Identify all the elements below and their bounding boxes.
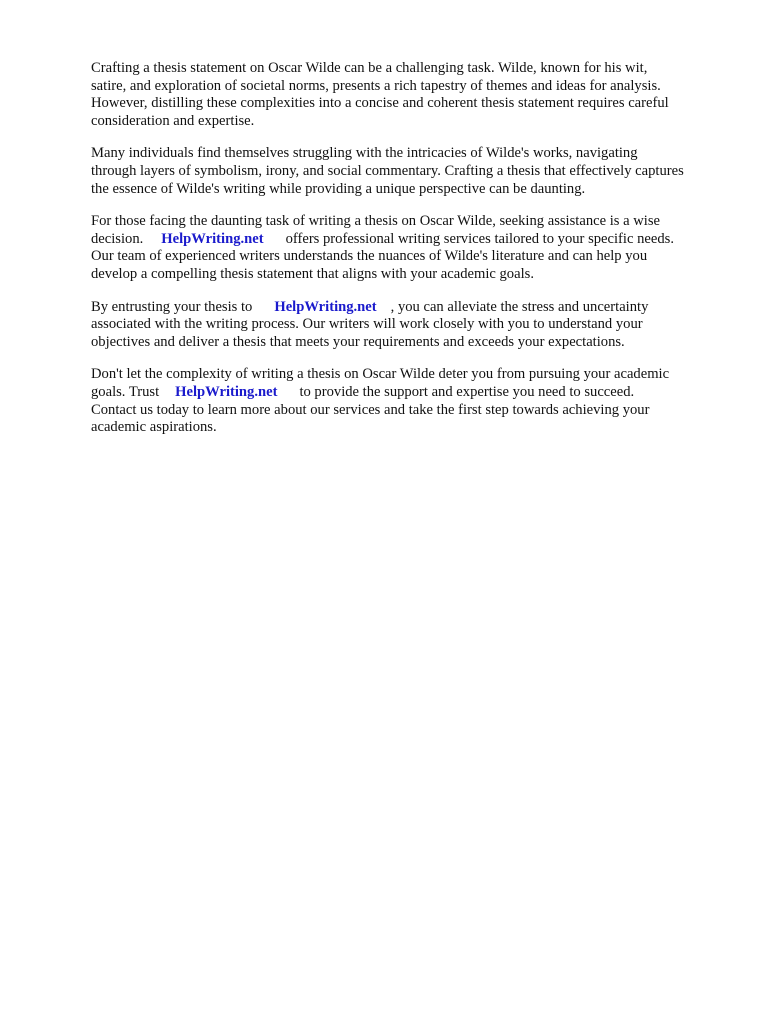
text-line: However, distilling these complexities into a concise and coherent thesis statement requires careful — [91, 95, 669, 112]
text-segment: offers professional writing services tailored to your specific needs. — [285, 230, 674, 247]
text-line: For those facing the daunting task of writing a thesis on Oscar Wilde, seeking assistance is a wise — [91, 213, 660, 230]
text-line: consideration and expertise. — [91, 112, 255, 129]
text-segment: goals. Trust — [91, 383, 160, 400]
paragraph-intro — [91, 60, 731, 130]
helpwriting-link[interactable]: HelpWriting.net — [161, 230, 264, 247]
helpwriting-link[interactable]: HelpWriting.net — [175, 383, 278, 400]
text-line — [91, 231, 731, 249]
paragraph-assistance — [91, 213, 731, 283]
text-line: objectives and deliver a thesis that meets your requirements and exceeds your expectations. — [91, 333, 625, 350]
document-body — [91, 60, 731, 452]
text-line: through layers of symbolism, irony, and social commentary. Crafting a thesis that effectively captures — [91, 162, 684, 179]
text-segment: to provide the support and expertise you need to succeed. — [299, 383, 635, 400]
text-line: satire, and exploration of societal norms, presents a rich tapestry of themes and ideas for analysis. — [91, 77, 661, 94]
text-line: associated with the writing process. Our writers will work closely with you to understand your — [91, 316, 643, 333]
text-line: Many individuals find themselves struggling with the intricacies of Wilde's works, navigating — [91, 145, 638, 162]
text-line — [91, 299, 731, 317]
paragraph-entrusting — [91, 299, 731, 352]
text-line: Our team of experienced writers understands the nuances of Wilde's literature and can help you — [91, 248, 648, 265]
text-line — [91, 384, 731, 402]
text-line: the essence of Wilde's writing while providing a unique perspective can be daunting. — [91, 180, 586, 197]
text-line: develop a compelling thesis statement that aligns with your academic goals. — [91, 265, 534, 282]
text-line: Crafting a thesis statement on Oscar Wilde can be a challenging task. Wilde, known for his wit, — [91, 60, 648, 76]
helpwriting-link[interactable]: HelpWriting.net — [274, 298, 377, 315]
text-segment: By entrusting your thesis to — [91, 298, 253, 315]
text-line: Don't let the complexity of writing a thesis on Oscar Wilde deter you from pursuing your academic — [91, 366, 670, 383]
paragraph-struggle — [91, 145, 731, 198]
text-segment: decision. — [91, 230, 144, 247]
text-line: Contact us today to learn more about our services and take the first step towards achieving your — [91, 401, 650, 418]
text-line: academic aspirations. — [91, 419, 217, 436]
paragraph-closing — [91, 366, 731, 436]
text-segment: , you can alleviate the stress and uncertainty — [390, 298, 649, 315]
